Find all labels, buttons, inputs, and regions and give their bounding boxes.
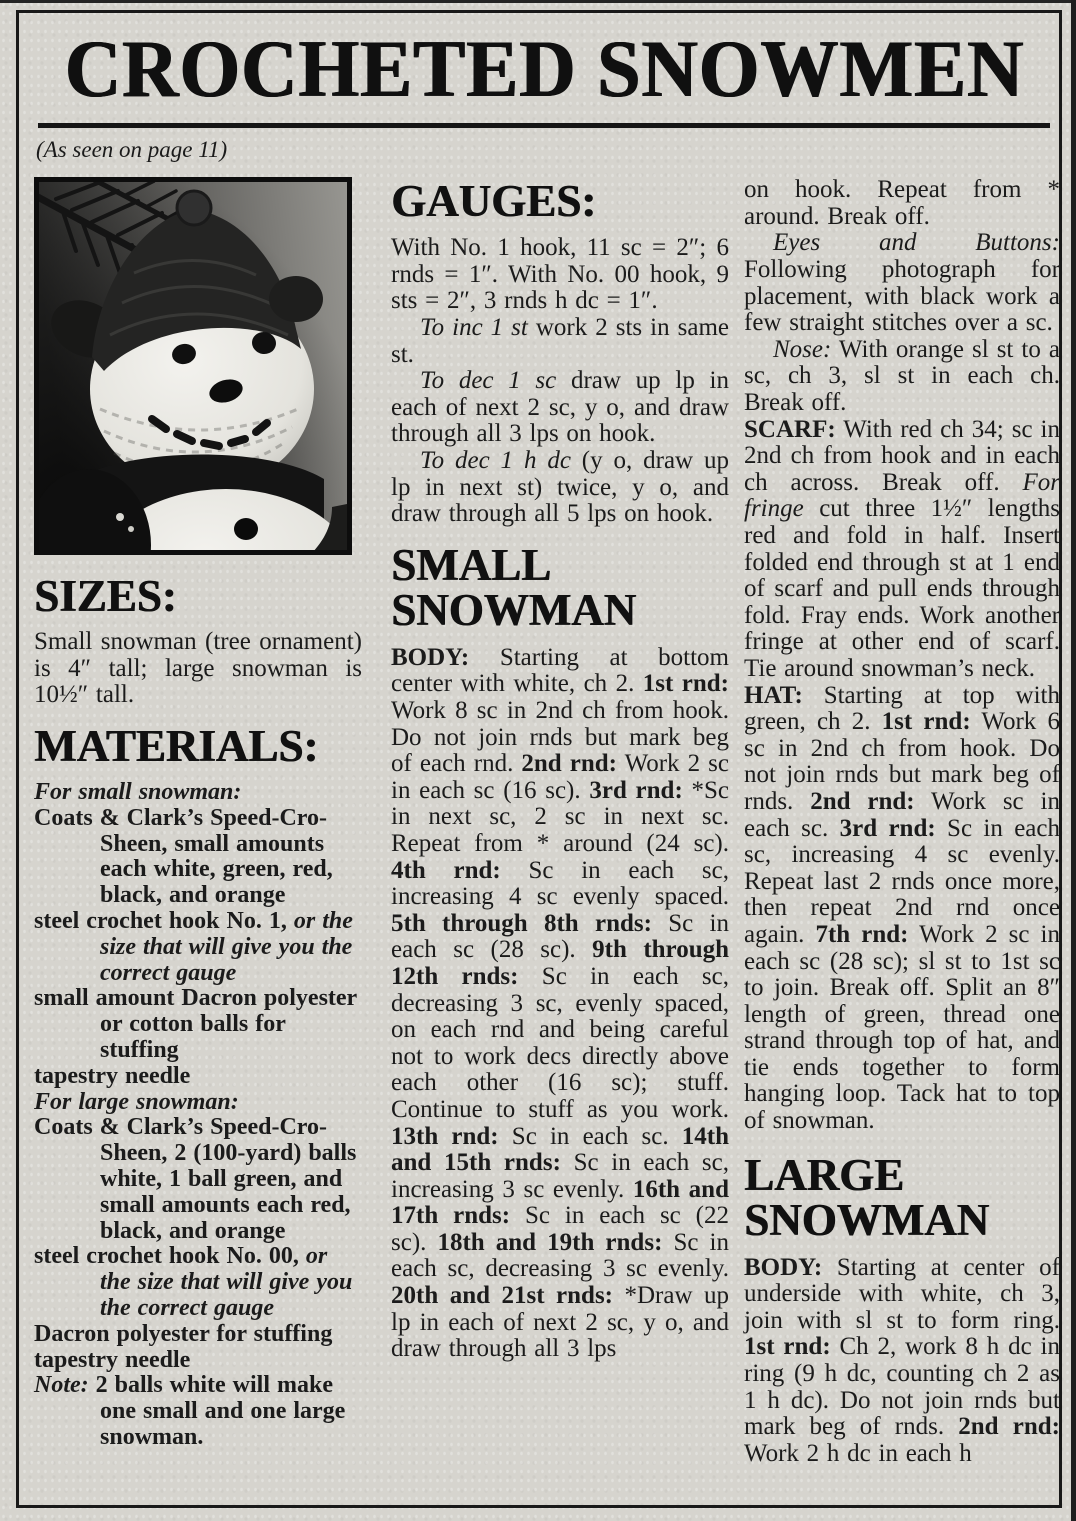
large-snowman-heading: LARGE SNOWMAN (744, 1149, 989, 1245)
ear-blob (269, 276, 323, 322)
nose-paragraph: Nose: With orange sl st to a sc, ch 3, sl st in each ch. Break off. (744, 335, 1060, 417)
gauges-paragraph: To dec 1 h dc (y o, draw up lp in next st) twice, y o, and draw through all 5 lps on hook. (391, 447, 729, 528)
hat-tip (177, 191, 211, 225)
materials-item: Note: 2 balls white will make one small and one large snowman. (34, 1372, 346, 1450)
snowman-photo (34, 177, 352, 555)
columns (34, 177, 1064, 1467)
small-snowman-body: BODY: Starting at bottom center with white, ch 2. 1st rnd: Work 8 sc in 2nd ch from hook. Do not join rnds but mark beg of each rnd. 2nd rnd: Work 2 sc in each sc (16 sc). 3rd rnd: *Sc in next sc, 2 sc in next sc. Repeat from * around (24 sc). 4th rnd: Sc in each sc, increasing 4 sc evenly spaced. 5th through 8th rnds: Sc in each sc (28 sc). 9th through 12th rnds: Sc in each sc, decreasing 3 sc, evenly spaced, on each rnd and being careful not to work decs directly above each other (16 sc); stuff. Continue to stuff as you work. 13th rnd: Sc in each sc. 14th and 15th rnds: Sc in each sc, increasing 3 sc evenly. 16th and 17th rnds: Sc in each sc (22 sc). 18th and 19th rnds: Sc in each sc, decreasing 3 sc evenly. 20th and 21st rnds: *Draw up lp in each of next 2 sc, y o, and draw through all 3 lps (391, 643, 730, 1363)
sizes-heading: SIZES: (34, 571, 177, 622)
materials-item: For small snowman: (34, 779, 242, 806)
materials-item: Coats & Clark’s Speed-Cro-Sheen, small amounts each white, green, red, black, and orange (34, 804, 333, 909)
gauges-paragraph: To inc 1 st work 2 sts in same st. (391, 314, 729, 368)
eyes-buttons-paragraph: Eyes and Buttons: Following photograph for placement, with black work a few straight stitches over a sc. (744, 229, 1060, 337)
scarf-paragraph: SCARF: With red ch 34; sc in 2nd ch from hook and in each ch across. Break off. For fringe cut three 1½″ lengths red and fold in half. Insert folded end through st at 1 end of scarf and pull ends through fold. Fray ends. Work another fringe at other end of scarf. Tie around snowman’s neck. (744, 415, 1060, 682)
large-snowman-body: BODY: Starting at center of underside with white, ch 3, join with sl st to form ring. 1st rnd: Ch 2, work 8 h dc in ring (9 h dc, counting ch 2 as 1 h dc). Do not join rnds but mark beg of rnds. 2nd rnd: Work 2 h dc in each h (744, 1253, 1060, 1467)
gauges-paragraph: With No. 1 hook, 11 sc = 2″; 6 rnds = 1″. With No. 00 hook, 9 sts = 2″, 3 rnds h dc = 1″. (391, 234, 729, 315)
sizes-text: Small snowman (tree ornament) is 4″ tall; large snowman is 10½″ tall. (34, 628, 362, 709)
middle-column (391, 177, 729, 1467)
materials-item: steel crochet hook No. 1, or the size that will give you the correct gauge (34, 908, 353, 986)
page-note: (As seen on page 11) (36, 137, 228, 162)
body-button (234, 518, 258, 540)
scan-edge-right (1071, 0, 1076, 1521)
continuation-paragraph: on hook. Repeat from * around. Break off. (744, 176, 1060, 230)
materials-item: tapestry needle (34, 1062, 191, 1089)
materials-item: steel crochet hook No. 00, or the size that will give you the correct gauge (34, 1243, 353, 1322)
gauges-heading: GAUGES: (391, 176, 597, 227)
gauges-paragraph: To dec 1 sc draw up lp in each of next 2 sc, y o, and draw through all 3 lps on hook. (391, 367, 729, 448)
materials-item: Dacron polyester for stuffing (34, 1320, 333, 1347)
materials-item: Coats & Clark’s Speed-Cro-Sheen, 2 (100-yard) balls white, 1 ball green, and small amounts each red, black, and orange (34, 1114, 357, 1244)
small-snowman-heading: SMALL SNOWMAN (391, 539, 636, 635)
left-column (34, 177, 362, 1467)
materials-list (34, 780, 362, 1451)
materials-heading: MATERIALS: (34, 721, 319, 772)
page-title: CROCHETED SNOWMEN (64, 23, 1024, 114)
page (24, 14, 1064, 1467)
scan-edge-top (0, 0, 1076, 3)
materials-item: tapestry needle (34, 1346, 191, 1373)
materials-item: For large snowman: (34, 1088, 239, 1115)
materials-item: small amount Dacron polyester or cotton balls for stuffing (34, 985, 357, 1064)
title-rule (38, 123, 1050, 128)
hat-paragraph: HAT: Starting at top with green, ch 2. 1st rnd: Work 6 sc in 2nd ch from hook. Do not join rnds but mark beg of rnds. 2nd rnd: Work sc in each sc. 3rd rnd: Sc in each sc, increasing 4 sc evenly. Repeat last 2 rnds once more, then repeat 2nd rnd once again. 7th rnd: Work 2 sc in each sc (28 sc); sl st to 1st sc to join. Break off. Split an 8″ length of green, thread one strand through top of hat, and tie ends together to form hanging loop. Tack hat to top of snowman. (744, 681, 1060, 1135)
right-column (744, 177, 1060, 1467)
